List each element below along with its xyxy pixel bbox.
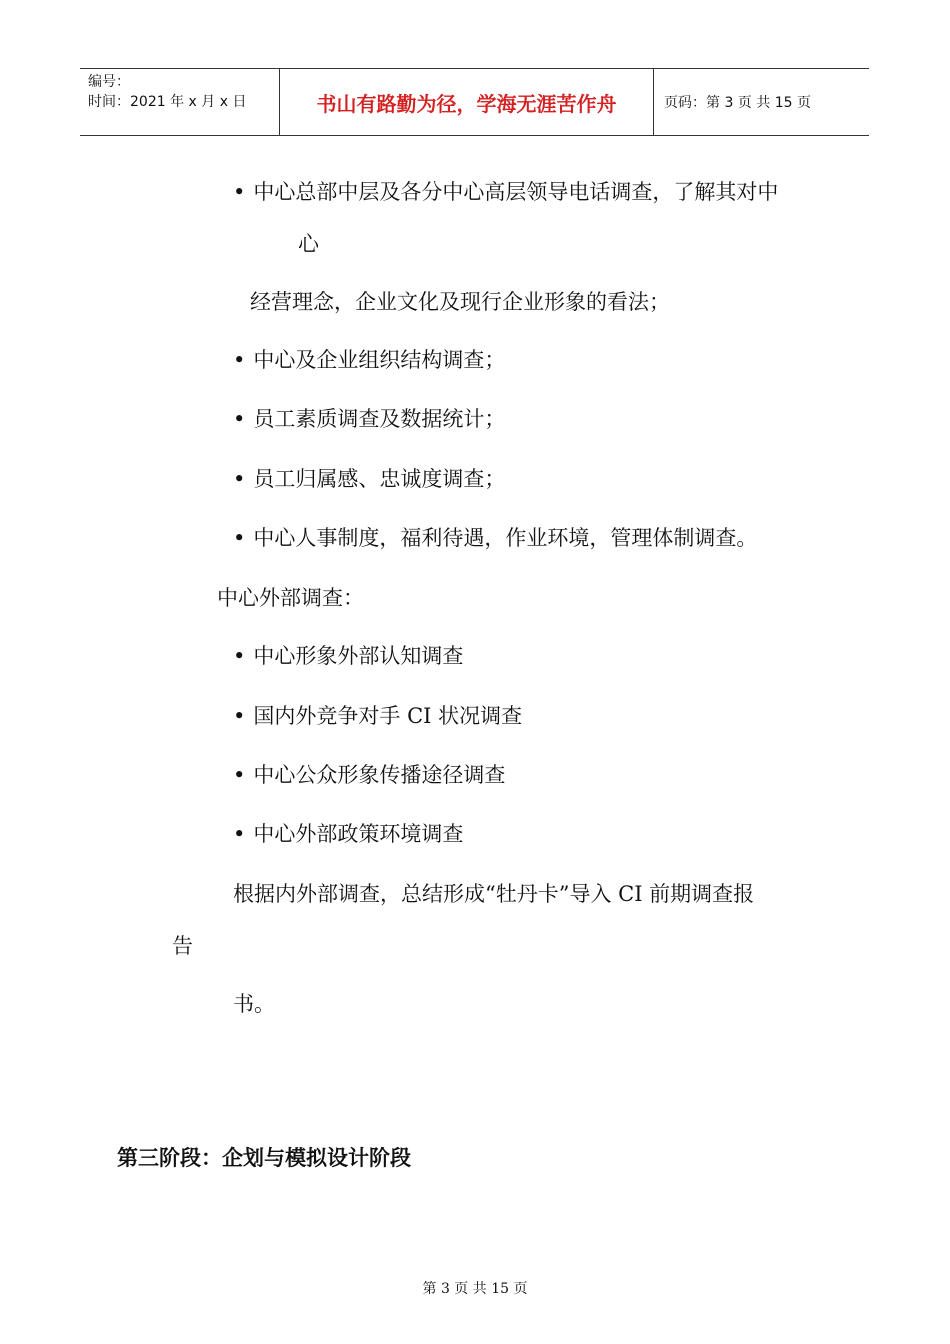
external-heading: 中心外部调查： — [217, 586, 364, 610]
header-meta — [80, 69, 280, 135]
bullet-icon: • — [233, 467, 246, 491]
page-footer: 第 3 页 共 15 页 — [422, 1281, 528, 1297]
internal-item-3: • 员工素质调查及数据统计； — [233, 407, 506, 431]
bullet-icon: • — [233, 348, 246, 372]
internal-item-4: • 员工归属感、忠诚度调查； — [233, 467, 506, 491]
bullet-icon: • — [233, 704, 246, 728]
internal-item-1-line-2: 心 — [298, 232, 319, 256]
bullet-icon: • — [233, 763, 246, 787]
external-item-3: • 中心公众形象传播途径调查 — [233, 763, 506, 787]
section-title: 第三阶段：企划与模拟设计阶段 — [117, 1146, 411, 1170]
header-motto: 书山有路勤为径，学海无涯苦作舟 — [280, 69, 654, 135]
summary-line-1: 根据内外部调查，总结形成“牡丹卡”导入 CI 前期调查报 — [233, 882, 755, 906]
summary-line-3: 书。 — [233, 992, 275, 1016]
summary-line-2: 告 — [172, 934, 193, 958]
internal-item-1-line-3: 经营理念，企业文化及现行企业形象的看法； — [250, 290, 670, 314]
bullet-icon: • — [233, 407, 246, 431]
bullet-icon: • — [233, 644, 246, 668]
header-page-info: 页码：第 3 页 共 15 页 — [664, 95, 811, 111]
internal-item-5: • 中心人事制度，福利待遇，作业环境，管理体制调查。 — [233, 526, 758, 550]
internal-item-1-line-1: • 中心总部中层及各分中心高层领导电话调查，了解其对中 — [233, 180, 779, 204]
number-label: 编号： — [88, 74, 130, 90]
bullet-icon: • — [233, 822, 246, 846]
external-item-1: • 中心形象外部认知调查 — [233, 644, 464, 668]
bullet-icon: • — [233, 526, 246, 550]
external-item-4: • 中心外部政策环境调查 — [233, 822, 464, 846]
internal-item-2: • 中心及企业组织结构调查； — [233, 348, 506, 372]
external-item-2: • 国内外竞争对手 CI 状况调查 — [233, 704, 523, 728]
bullet-icon: • — [233, 180, 246, 204]
time-label: 时间：2021 年 x 月 x 日 — [88, 94, 247, 110]
document-header — [80, 68, 869, 136]
